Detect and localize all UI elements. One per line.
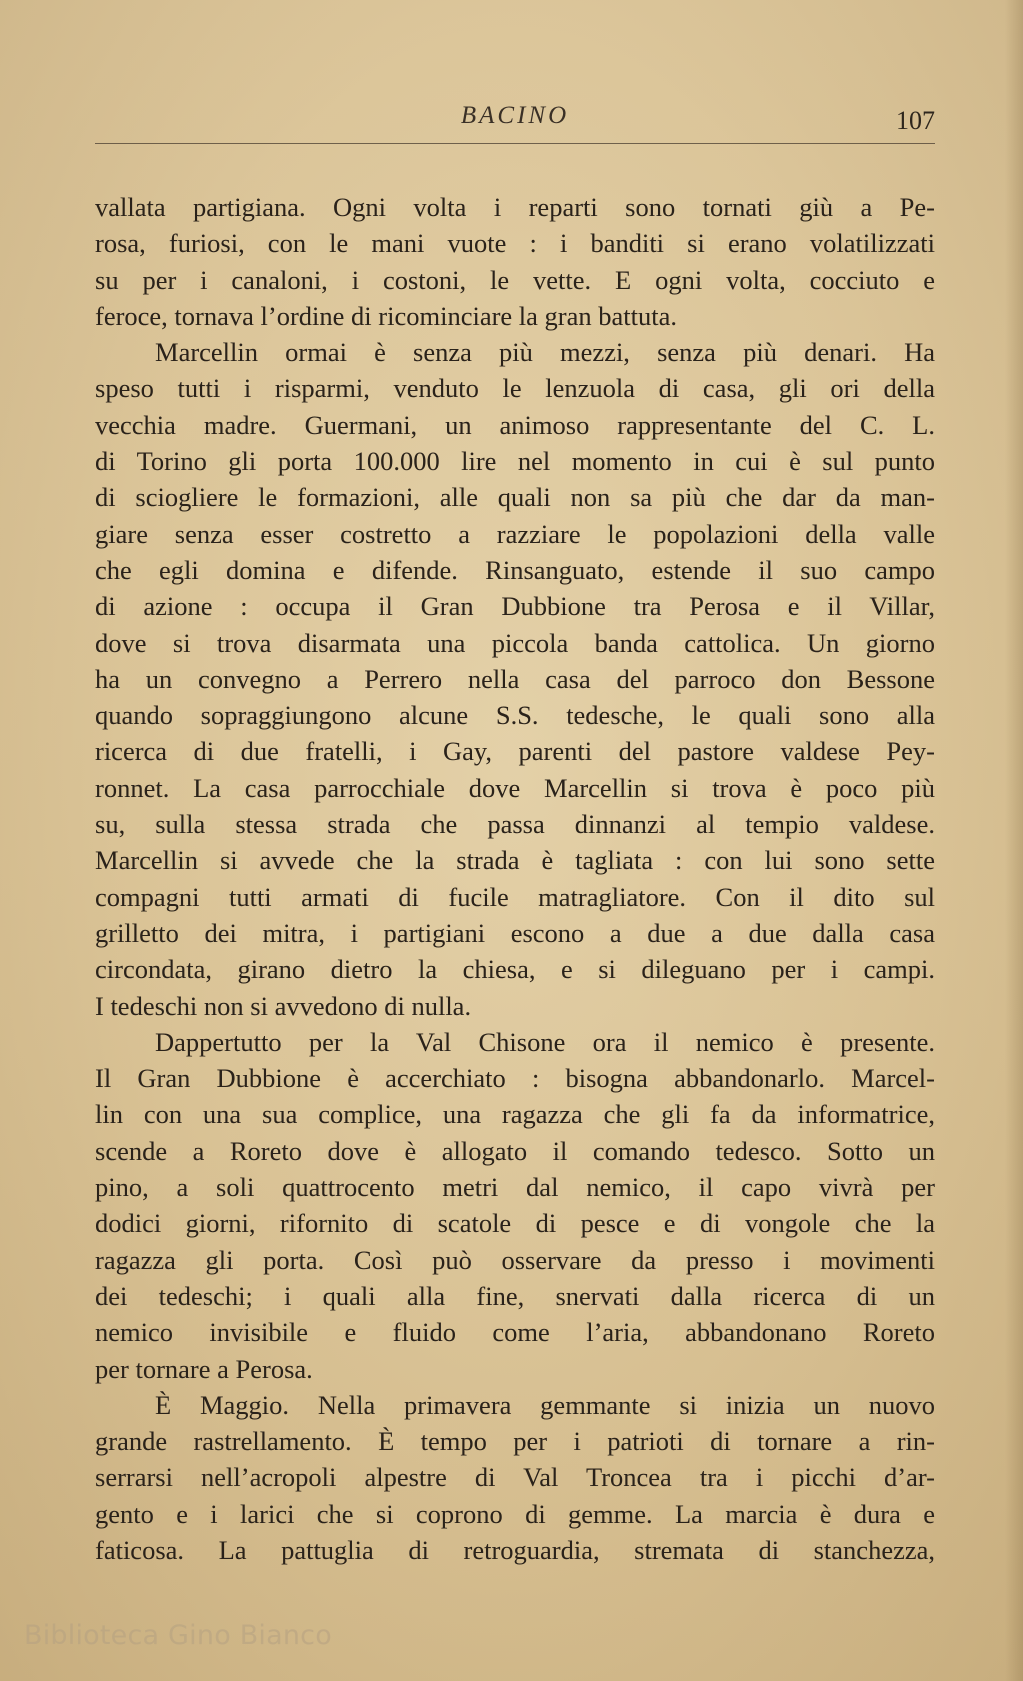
text-line: ronnet. La casa parrocchiale dove Marcellin si trova è poco più [95, 772, 935, 803]
text-line: Marcellin si avvede che la strada è tagliata : con lui sono sette [95, 845, 935, 876]
text-line: rosa, furiosi, con le mani vuote : i banditi si erano volatilizzati [95, 228, 935, 259]
text-line: per tornare a Perosa. [95, 1353, 313, 1384]
text-line: speso tutti i risparmi, venduto le lenzuola di casa, gli ori della [95, 373, 935, 404]
text-line: ragazza gli porta. Così può osservare da presso i movimenti [95, 1244, 935, 1275]
text-line: scende a Roreto dove è allogato il comando tedesco. Sotto un [95, 1135, 935, 1166]
body-text [95, 189, 935, 1568]
page-edge-shadow [1005, 0, 1023, 1681]
text-line: lin con una sua complice, una ragazza che gli fa da informatrice, [95, 1099, 935, 1130]
text-line: giare senza esser costretto a razziare le popolazioni della valle [95, 518, 935, 549]
page-number: 107 [896, 106, 935, 135]
text-line: quando sopraggiungono alcune S.S. tedesche, le quali sono alla [95, 700, 935, 731]
text-line: grilletto dei mitra, i partigiani escono a due a due dalla casa [95, 917, 935, 948]
text-line: compagni tutti armati di fucile matragliatore. Con il dito sul [95, 881, 935, 912]
text-line: Dappertutto per la Val Chisone ora il nemico è presente. [155, 1026, 935, 1057]
running-title: BACINO [460, 102, 570, 129]
library-watermark: Biblioteca Gino Bianco [24, 1620, 332, 1651]
text-line: Il Gran Dubbione è accerchiato : bisogna abbandonarlo. Marcel- [95, 1063, 935, 1094]
text-line: pino, a soli quattrocento metri dal nemico, il capo vivrà per [95, 1172, 935, 1203]
text-line: ha un convegno a Perrero nella casa del parroco don Bessone [95, 663, 935, 694]
text-line: Marcellin ormai è senza più mezzi, senza più denari. Ha [155, 337, 935, 368]
text-line: nemico invisibile e fluido come l’aria, abbandonano Roreto [95, 1317, 935, 1348]
text-line: faticosa. La pattuglia di retroguardia, stremata di stanchezza, [95, 1534, 935, 1565]
text-line: di sciogliere le formazioni, alle quali non sa più che dar da man- [95, 482, 935, 513]
text-line: dei tedeschi; i quali alla fine, snervati dalla ricerca di un [95, 1280, 935, 1311]
text-line: ricerca di due fratelli, i Gay, parenti del pastore valdese Pey- [95, 736, 935, 767]
text-line: È Maggio. Nella primavera gemmante si inizia un nuovo [155, 1389, 935, 1420]
text-line: di Torino gli porta 100.000 lire nel momento in cui è sul punto [95, 446, 935, 477]
text-line: vecchia madre. Guermani, un animoso rappresentante del C. L. [95, 409, 935, 440]
text-line: circondata, girano dietro la chiesa, e si dileguano per i campi. [95, 954, 935, 985]
text-line: vallata partigiana. Ogni volta i reparti sono tornati giù a Pe- [95, 192, 935, 222]
text-line: dove si trova disarmata una piccola banda cattolica. Un giorno [95, 627, 935, 658]
text-line: su, sulla stessa strada che passa dinnanzi al tempio valdese. [95, 809, 935, 840]
text-line: che egli domina e difende. Rinsanguato, estende il suo campo [95, 554, 935, 585]
text-line: grande rastrellamento. È tempo per i patrioti di tornare a rin- [95, 1426, 935, 1457]
header-rule [95, 143, 935, 144]
text-line: I tedeschi non si avvedono di nulla. [95, 990, 472, 1021]
text-line: feroce, tornava l’ordine di ricominciare la gran battuta. [95, 300, 677, 331]
text-line: serrarsi nell’acropoli alpestre di Val Troncea tra i picchi d’ar- [95, 1462, 935, 1493]
text-line: su per i canaloni, i costoni, le vette. E ogni volta, cocciuto e [95, 264, 935, 295]
text-line: gento e i larici che si coprono di gemme. La marcia è dura e [95, 1498, 935, 1529]
text-line: di azione : occupa il Gran Dubbione tra Perosa e il Villar, [95, 591, 935, 622]
text-line: dodici giorni, rifornito di scatole di pesce e di vongole che la [95, 1208, 935, 1239]
page-header [95, 98, 935, 144]
